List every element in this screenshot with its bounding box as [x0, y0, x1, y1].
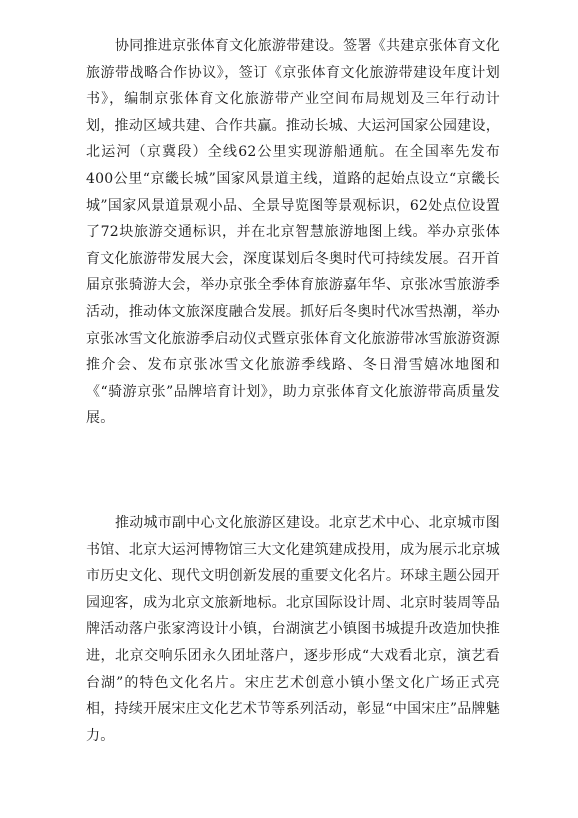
paragraph-city-subcenter-culture-tourism: 推动城市副中心文化旅游区建设。北京艺术中心、北京城市图书馆、北京大运河博物馆三大文化建筑建成投用，成为展示北京城市历史文化、现代文明创新发展的重要文化名片。环球主题公园开园迎客，成为北京文旅新地标。北京国际设计周、北京时装周等品牌活动落户张家湾设计小镇，台湖演艺小镇图书城提升改造加快推进，北京交响乐团永久团址落户，逐步形成“大戏看北京，演艺看台湖”的特色文化名片。宋庄艺术创意小镇小堡文化广场正式亮相，持续开展宋庄文化艺术节等系列活动，彰显“中国宋庄”品牌魅力。 — [86, 515, 500, 744]
paragraph-jingzhang-culture-tourism-belt: 协同推进京张体育文化旅游带建设。签署《共建京张体育文化旅游带战略合作协议》，签订《京张体育文化旅游带建设年度计划书》，编制京张体育文化旅游带产业空间布局规划及三年行动计划，推动区域共建、合作共赢。推动长城、大运河国家公园建设，北运河（京冀段）全线62公里实现游船通航。在全国率先发布400公里“京畿长城”国家风景道主线，道路的起始点设立“京畿长城”国家风景道景观小品、全景导览图等景观标识，62处点位设置了72块旅游交通标识，并在北京智慧旅游地图上线。举办京张体育文化旅游带发展大会，深度谋划后冬奥时代可持续发展。召开首届京张骑游大会，举办京张全季体育旅游嘉年华、京张冰雪旅游季活动，推动体文旅深度融合发展。抓好后冬奥时代冰雪热潮，举办京张冰雪文化旅游季启动仪式暨京张体育文化旅游带冰雪旅游资源推介会、发布京张冰雪文化旅游季线路、冬日滑雪嬉冰地图和《“骑游京张”品牌培育计划》，助力京张体育文化旅游带高质量发展。 — [86, 38, 500, 427]
